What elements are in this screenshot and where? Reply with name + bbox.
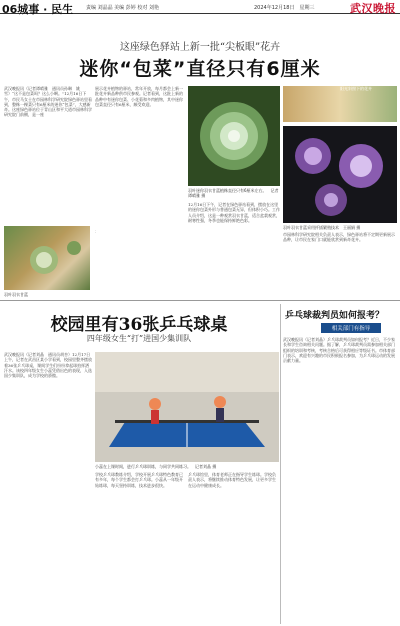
section-label: 06城事 · 民生: [2, 3, 74, 16]
article1-headline: 迷你“包菜”直径只有6厘米: [79, 58, 321, 80]
article1-column-4: 市园林科学研究院相关负责人表示，绿色驿站将不定期更新展示品种，让市民在家门口就能欣赏到新奇花卉。: [283, 232, 395, 243]
sidebar-title: 乒乓球裁判员如何报考？: [285, 311, 385, 321]
photo-mini-cabbage: [188, 86, 280, 186]
sidebar-box: [283, 308, 398, 624]
caption-small: 羽叶羽衣甘蓝: [4, 292, 28, 297]
article1-column-2: 展示花卉植物的驿站，常年开放，每月都会上新一批花卉新品种供市民参观。记者看到，这批上新的品种中有迷你包菜、小花菊和多肉植物，其中迷你包菜直径只有6厘米，颇受欢迎。: [95, 86, 183, 107]
ping-pong-image: [95, 352, 279, 462]
article1-column-1: 武汉晚报讯（记者谭晴雅 通讯员孙琳 姚雪）“这不是包菜吗？这么小啊。”12月16日下午，市民马女士在市园林科学研究院绿色驿站里看到，整株一棵菜只有6厘米的迷你“包菜”，大感新奇。这座绿色驿站位于青山区和平大道市园林科学研究院门前侧，是一座: [4, 86, 92, 118]
mini-cabbage-image: [188, 86, 280, 186]
sidebar-text: 武汉晚报讯（记者刘晶）乒乓球裁判员如何报考？近日，不少家长和学生咨询相关问题。据了解，乒乓球裁判员需参加相关部门组织的培训和考核，考核合格后可获得相应等级证书。市体育部门表示，欢迎有兴趣的市民积极报名参加，为乒乓球运动的发展贡献力量。: [283, 337, 395, 364]
small-plant-image: [4, 226, 90, 290]
section-divider: [0, 300, 400, 301]
photo-ping-pong: [95, 352, 279, 462]
newspaper-logo: 武汉晚报: [350, 2, 396, 15]
photo-small-plant: [4, 226, 90, 290]
caption-right: 羽叶羽衣甘蓝采用扦插繁殖技术 王丽娟 摄: [283, 225, 361, 230]
article1-column-3: 12月16日下午，记者在绿色驿站看到，摆放在这里的迷你包菜外形与普通包菜无异，但体积小巧。工作人员介绍，这是一种观赏羽衣甘蓝，适合盆栽观赏，耐寒性强，冬季也能保持鲜艳色彩。: [188, 202, 280, 223]
article1-subtitle: 这座绿色驿站上新一批“尖板眼”花卉: [119, 42, 281, 53]
sidebar-divider: [280, 304, 281, 624]
issue-date: 2024年12月18日 星期三: [254, 5, 315, 11]
sidebar-subtitle: 相关部门有指导: [321, 323, 381, 333]
article2-column-1: 武汉晚报讯（记者刘晶 通讯员胡杏）12月17日上午，记者在武昌区某小学看到，校园里整齐摆放着36张乒乓球桌，课间学生们纷纷拿起球拍挥洒汗水。该校四年级女生小蕊凭借出色的表现，入选国少集训队，成为学校的骄傲。: [4, 352, 92, 379]
editor-line: 责编 刘晶晶 美编 彭婷 校对 刘艳: [86, 5, 159, 11]
caption-top-right: 阳光斜照下的花卉: [340, 86, 372, 91]
article1-column-5: [95, 230, 96, 231]
caption-mid: 羽叶迷你羽衣甘蓝植株直径只有6厘米左右。 记者谭晴雅 摄: [188, 188, 279, 198]
article2-subtitle: 四年级女生“打”进国少集训队: [86, 334, 192, 343]
purple-kale-image: [283, 126, 397, 223]
page-header: [0, 0, 400, 14]
article2-column-2: 学校乒乓球教练介绍，学校开展乒乓球特色教育已有多年，每个学生都会打乒乓球。小蕊从一年级开始练球，每天坚持训练，技术进步很快。: [95, 472, 183, 488]
article2-column-3: 乒乓球馆里，体育老师正在指导学生练球。学校负责人表示，将继续推动体育特色发展，让更多学生在运动中健康成长。: [188, 472, 276, 488]
photo-purple-kale: [283, 126, 397, 223]
article2-headline: 校园里有36张乒乓球桌: [50, 315, 228, 335]
article1-column-6: [95, 232, 96, 233]
caption-ping-pong: 小蕊在上课时间，进行乒乓球训练，与同学共同练习。 记者刘晶 摄: [95, 464, 217, 469]
